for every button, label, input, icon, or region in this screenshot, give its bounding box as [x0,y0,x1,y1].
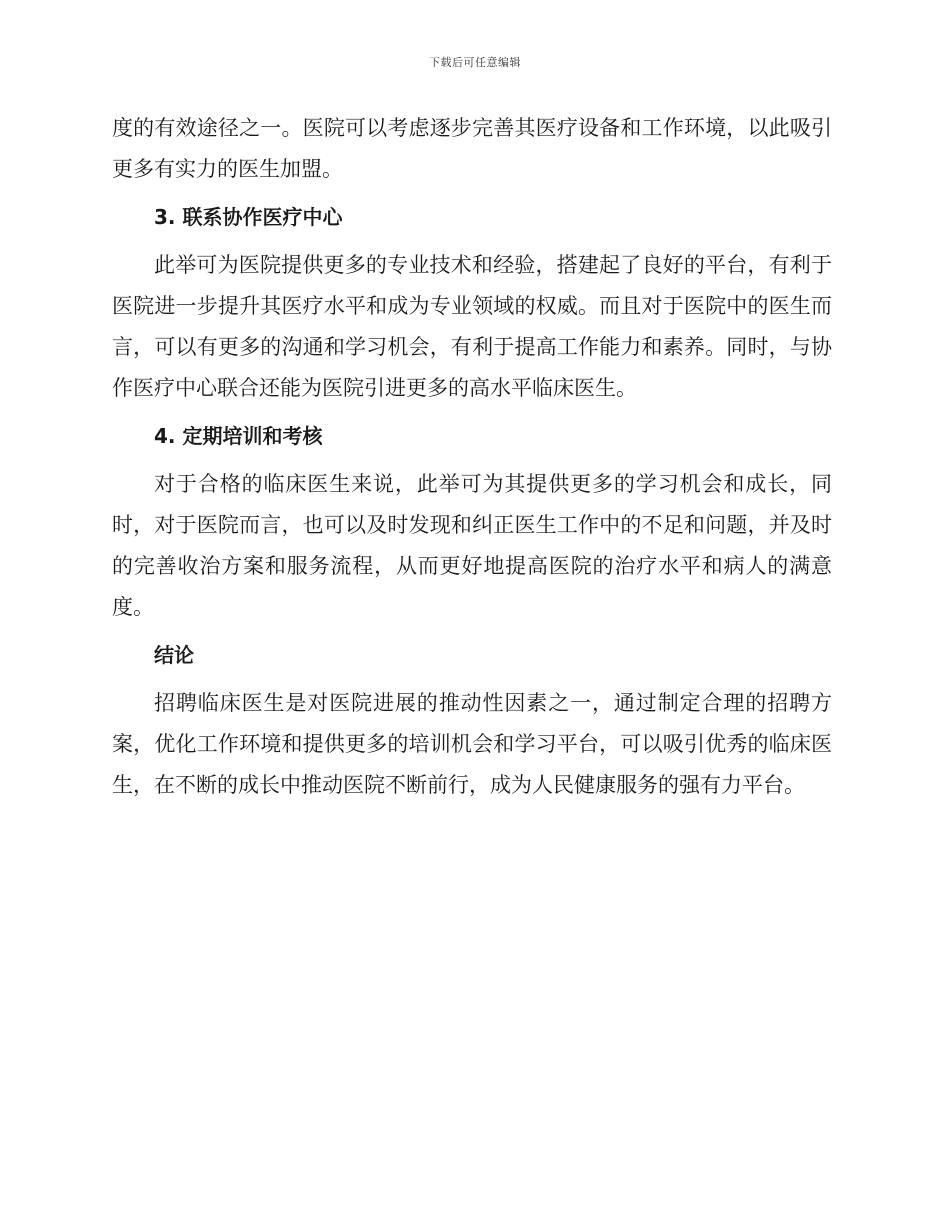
section-heading-conclusion: 结论 [154,643,194,667]
section-heading-4: 4. 定期培训和考核 [154,424,323,448]
paragraph-section-4: 对于合格的临床医生来说，此举可为其提供更多的学习机会和成长，同时，对于医院而言，也可以及时发现和纠正医生工作中的不足和问题，并及时的完善收治方案和服务流程，从而更好地提高医院的治疗水平和病人的满意度。 [112,472,832,619]
page-header-note: 下载后可任意编辑 [429,56,521,69]
section-heading-3: 3. 联系协作医疗中心 [154,205,343,229]
document-body [112,108,832,806]
paragraph-conclusion: 招聘临床医生是对医院进展的推动性因素之一，通过制定合理的招聘方案，优化工作环境和提供更多的培训机会和学习平台，可以吸引优秀的临床医生，在不断的成长中推动医院不断前行，成为人民健康服务的强有力平台。 [112,691,832,797]
paragraph-section-3: 此举可为医院提供更多的专业技术和经验，搭建起了良好的平台，有利于医院进一步提升其医疗水平和成为专业领域的权威。而且对于医院中的医生而言，可以有更多的沟通和学习机会，有利于提高工作能力和素养。同时，与协作医疗中心联合还能为医院引进更多的高水平临床医生。 [112,253,832,400]
paragraph-continued: 度的有效途径之一。医院可以考虑逐步完善其医疗设备和工作环境，以此吸引更多有实力的医生加盟。 [112,116,832,181]
